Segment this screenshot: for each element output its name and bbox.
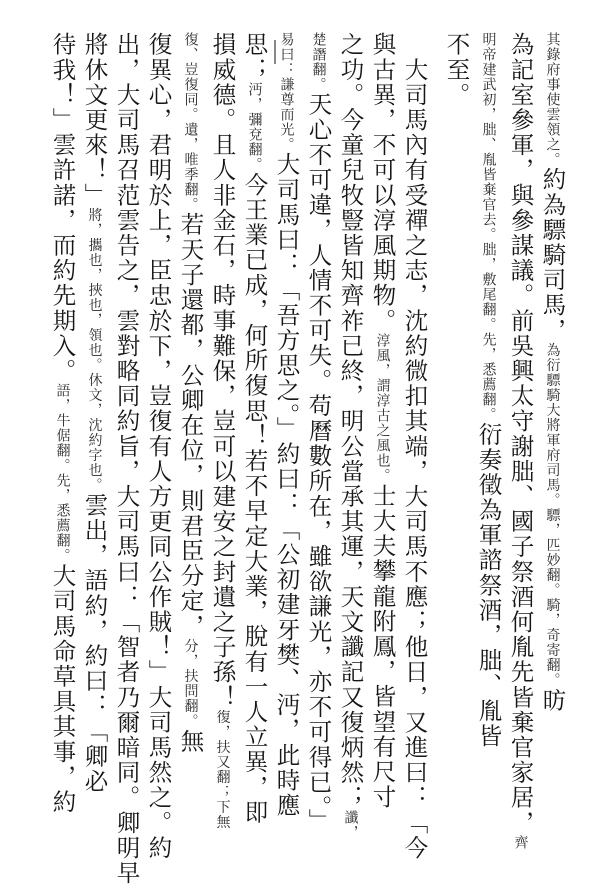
main-text: 出，大司馬召范雲告之，雲對略同約旨，大司馬曰：「智者乃爾暗同。卿明早 <box>112 32 141 885</box>
main-text: 為記室參軍，與參謀議。前吳興太守謝朏、國子祭酒何胤先皆棄官家居， <box>506 32 535 836</box>
text-column-3 <box>474 32 503 749</box>
annotation: 易曰：謙尊而光。 <box>278 32 295 152</box>
text-column-9 <box>272 32 301 818</box>
text-column-10 <box>240 32 269 825</box>
text-column-15 <box>80 32 109 794</box>
main-text: 士大夫攀龍附鳳，皆望有尺寸 <box>368 483 397 810</box>
text-column-13 <box>144 32 173 861</box>
main-text: 若天子還都，公卿在位，則君臣分定， <box>176 212 205 639</box>
annotation: 明帝建武初，朏、胤皆棄官去。朏，敷尾翻。先，悉薦翻。 <box>480 32 497 422</box>
main-text: 與古異，不可以淳風期物。 <box>368 32 397 334</box>
annotation: 讖， <box>342 810 359 841</box>
annotation: 沔，彌兗翻。 <box>246 82 263 173</box>
annotation: 楚譖翻。 <box>310 32 327 92</box>
text-column-11 <box>208 32 237 830</box>
text-column-8 <box>304 32 333 834</box>
main-text: 大司馬命草具其事，約 <box>48 563 77 815</box>
annotation: 復，扶又翻；下無 <box>214 709 231 830</box>
annotation: 淳風，謂淳古之風也。 <box>374 333 391 484</box>
main-text: 復異心，君明於上，臣忠於下，豈復有人方更同公作賊！」大司馬然之。約 <box>144 32 173 861</box>
annotation: 復、豈復同。遺，唯季翻。 <box>182 32 199 212</box>
main-text: 將休文更來！」 <box>80 32 109 208</box>
main-text: 雲出，語約，約曰：「卿必 <box>80 492 109 794</box>
main-text: 不至。 <box>442 32 471 108</box>
text-column-2 <box>506 32 535 851</box>
annotation: 分，扶問翻。 <box>182 638 199 729</box>
main-text: 衍奏徵為軍諮祭酒，朏、胤皆 <box>474 422 503 749</box>
main-text: 大司馬內有受禪之志，沈約微扣其端，大司馬不應；他日，又進曰：「今 <box>400 32 429 861</box>
main-text: 今王業已成，何所復思！若不早定大業，脫有一人立異，即 <box>240 172 269 825</box>
main-text: 損威德。且人非金石，時事難保，豈可以建安之封遺之子孫！ <box>208 32 237 710</box>
text-column-4 <box>442 32 471 108</box>
main-text: 大司馬曰：「吾方思之。」約曰：「公初建牙樊、沔，此時應 <box>272 152 301 818</box>
text-column-12 <box>176 32 205 754</box>
annotation: 將，攜也，挾也，領也。休文，沈約字也。 <box>86 207 103 493</box>
text-column-16 <box>48 32 77 815</box>
annotation: 為衍驃騎大將軍府司馬。驃，匹妙翻。騎，奇寄翻。 <box>544 342 561 688</box>
main-text: 思； <box>240 32 269 83</box>
text-column-5 <box>400 32 429 861</box>
main-text: 天心不可違，人情不可失。苟曆數所在，雖欲謙光，亦不可得已。」 <box>304 92 333 834</box>
main-text: 昉 <box>538 687 567 713</box>
main-text: 待我！」雲許諾，而約先期入。 <box>48 32 77 384</box>
main-text: 無 <box>176 728 205 754</box>
text-column-1 <box>538 32 567 713</box>
main-text: 之功。今童兒牧豎皆知齊祚已終，明公當承其運，天文讖記又復炳然； <box>336 32 365 811</box>
annotation: 其錄府事使雲領之。 <box>544 32 561 167</box>
main-text: 約為驃騎司馬， <box>538 167 567 343</box>
annotation: 齊 <box>512 835 529 851</box>
annotation: 語，牛倨翻。先，悉薦翻。 <box>54 383 71 564</box>
text-column-14 <box>112 32 141 885</box>
text-column-7 <box>336 32 365 841</box>
text-column-6 <box>368 32 397 810</box>
